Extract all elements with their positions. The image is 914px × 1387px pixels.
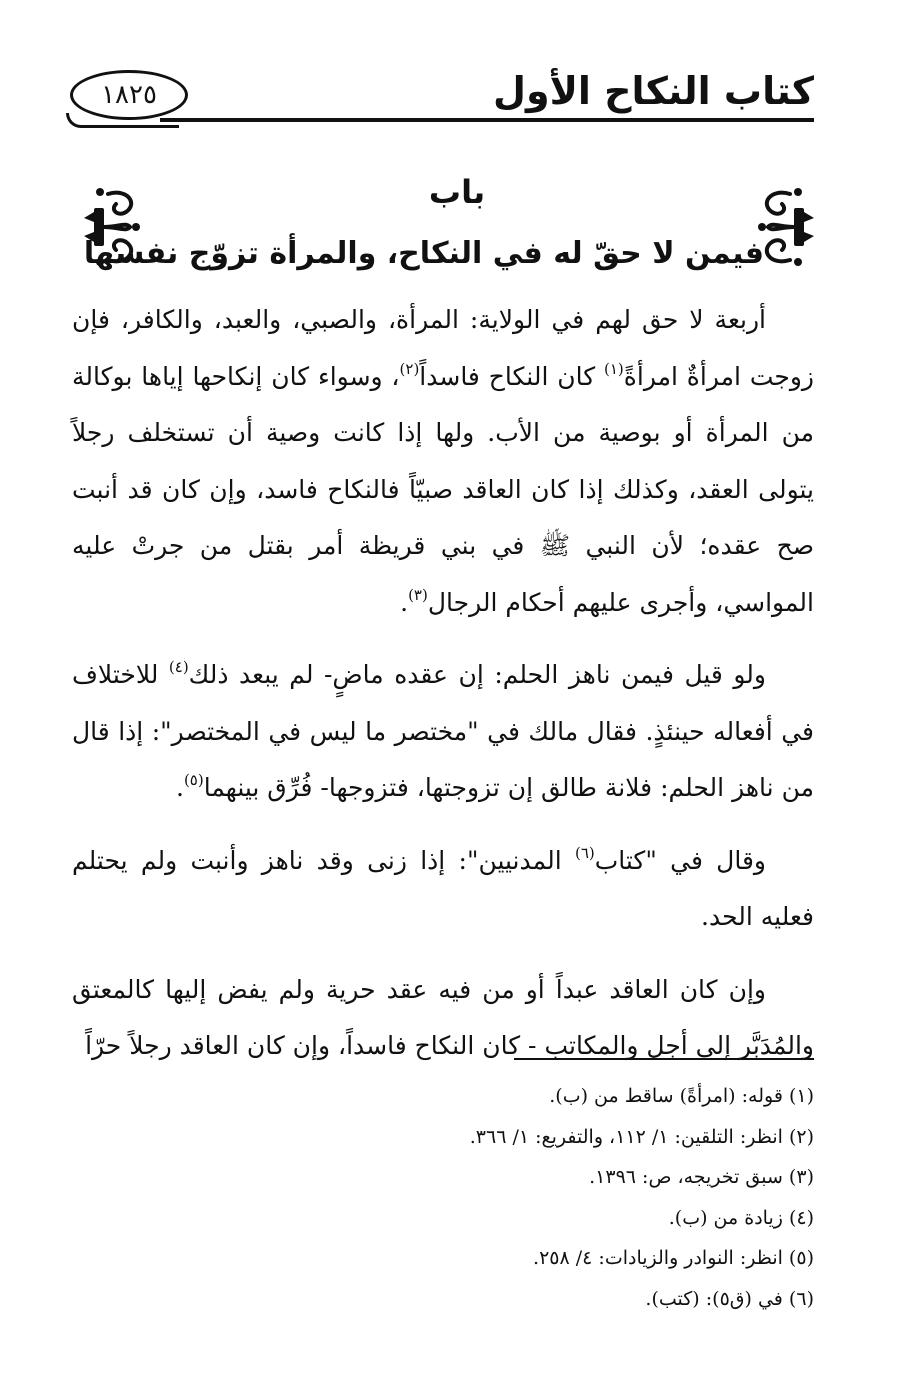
running-head-title: كتاب النكاح الأول — [493, 69, 814, 113]
footnote-marker: (٣) — [408, 585, 428, 604]
footnote-marker: (٤) — [168, 658, 189, 676]
text-segment: وإن كان العاقد عبداً أو من فيه عقد حرية ولم يفض إليها كالمعتق والمُدَبَّر إلى أجل والمكاتب - كان النكاح فاسداً، وإن كان العاقد رجلاً حرّاً — [72, 974, 814, 1060]
footnote: (٦) في (ق٥): (كتب). — [645, 1287, 814, 1310]
footnote-marker: (١) — [604, 359, 624, 378]
footnote-marker: (٦) — [574, 843, 595, 862]
text-segment: . — [175, 773, 184, 802]
text-segment: كان النكاح فاسداً — [419, 361, 604, 391]
text-segment: . — [400, 587, 409, 617]
text-segment: أربعة لا حق لهم في الولاية: المرأة، والصبي، والعبد، والكافر، فإن زوجت امرأةٌ امرأةً — [72, 305, 814, 391]
text-segment: للاختلاف في أفعاله حينئذٍ. فقال مالك في "مختصر ما ليس في المختصر": إذا قال من ناهز الحلم: فلانة طالق إن تزوجتها، فتزوجها- فُرِّق بينهما — [72, 660, 814, 802]
footnote-marker: (٢) — [399, 359, 420, 378]
body-text — [72, 292, 814, 1091]
text-segment: ولو قيل فيمن ناهز الحلم: إن عقده ماضٍ- لم يبعد ذلك — [188, 660, 766, 689]
footnotes — [100, 1076, 814, 1319]
body-paragraph — [72, 292, 814, 631]
page-number: ١٨٢٥ — [70, 70, 188, 120]
footnote: (٥) انظر: النوادر والزيادات: ٤/ ٢٥٨. — [533, 1247, 814, 1269]
footnote-separator — [514, 1058, 814, 1060]
text-segment: المدنيين": إذا زنى وقد ناهز وأنبت ولم يحتلم فعليه الحد. — [72, 845, 814, 931]
footnote-marker: (٥) — [183, 771, 204, 789]
header-rule — [160, 118, 814, 122]
chapter-title: فيمن لا حقّ له في النكاح، والمرأة تزوّج نفسها — [83, 236, 764, 271]
body-paragraph — [72, 833, 814, 946]
footnote: (٣) سبق تخريجه، ص: ١٣٩٦. — [589, 1166, 814, 1188]
chapter-label: باب — [428, 173, 486, 211]
footnote: (١) قوله: (امرأةً) ساقط من (ب). — [549, 1085, 814, 1107]
text-segment: وقال في "كتاب — [594, 845, 766, 875]
text-segment: ، وسواء كان إنكاحها إياها بوكالة من المرأة أو بوصية من الأب. ولها إذا كانت وصية أن تستخلف رجلاً يتولى العقد، وكذلك إذا كان العاقد صبيّاً فالنكاح فاسد، وإن كان قد أنبت صح عقده؛ لأن النبي ﷺ في بني قريظة أمر بقتل من جرتْ عليه المواسي، وأجرى عليهم أحكام الرجال — [72, 361, 814, 617]
footnote: (٢) انظر: التلقين: ١/ ١١٢، والتفريع: ١/ ٣٦٦. — [469, 1125, 814, 1148]
footnote: (٤) زيادة من (ب). — [668, 1206, 814, 1229]
body-paragraph — [72, 647, 814, 817]
